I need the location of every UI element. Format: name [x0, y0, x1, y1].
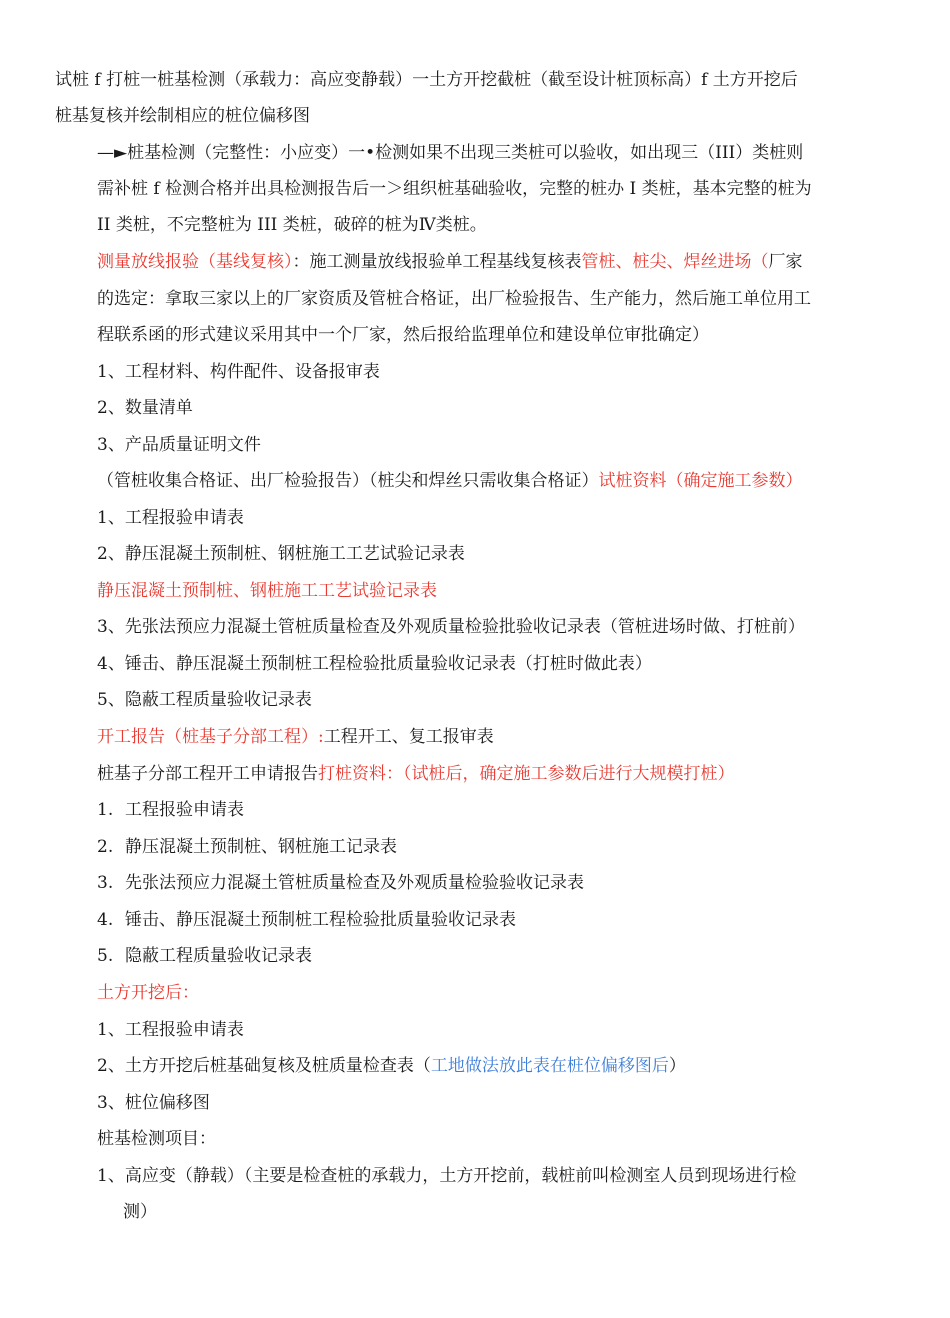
- survey-heading: 测量放线报验（基线复核）: [97, 252, 293, 272]
- list-item: 1、工程报验申请表: [97, 1020, 244, 1040]
- start-report-line: [97, 725, 494, 749]
- list-item: [97, 835, 397, 859]
- certificate-note-text: （管桩收集合格证、出厂检验报告）（桩尖和焊丝只需收集合格证）: [97, 471, 599, 491]
- list-item: [97, 1054, 686, 1078]
- list-item: 5、隐蔽工程质量验收记录表: [97, 690, 312, 710]
- test-pile-heading: 试桩资料（确定施工参数）: [598, 471, 803, 491]
- list-text: 2、土方开挖后桩基础复核及桩质量检查表（: [97, 1056, 431, 1076]
- list-item: [97, 798, 244, 822]
- list-item: [97, 944, 312, 968]
- list-item: 3、产品质量证明文件: [97, 435, 261, 455]
- survey-line-1: [97, 250, 803, 274]
- pile-driving-line: [97, 762, 735, 786]
- list-text: 锤击、静压混凝土预制桩工程检验批质量验收记录表: [125, 910, 516, 930]
- list-item: 1、工程报验申请表: [97, 508, 244, 528]
- list-number: 2.: [97, 837, 114, 857]
- survey-line-2: 的选定：拿取三家以上的厂家资质及管桩合格证，出厂检验报告、生产能力，然后施工单位用工: [97, 289, 811, 309]
- list-item-continuation: 测）: [123, 1202, 157, 1222]
- pile-inspection-line-3: II 类桩，不完整桩为 III 类桩，破碎的桩为Ⅳ类桩。: [97, 215, 487, 235]
- list-item: 2、静压混凝土预制桩、钢桩施工工艺试验记录表: [97, 544, 465, 564]
- start-report-heading: 开工报告（桩基子分部工程）:: [97, 727, 324, 747]
- survey-text: ：施工测量放线报验单工程基线复核表: [292, 252, 582, 272]
- process-flow-line-2: 桩基复核并绘制相应的桩位偏移图: [55, 106, 310, 126]
- list-text: 工程报验申请表: [125, 800, 244, 820]
- inspection-heading: 桩基检测项目：: [97, 1129, 216, 1149]
- list-item: [97, 871, 584, 895]
- process-flow-line-1: 试桩 f 打桩一桩基检测（承载力：高应变静载）一土方开挖截桩（截至设计桩顶标高）f 土方开挖后: [55, 70, 798, 90]
- list-text-end: ）: [668, 1056, 686, 1076]
- list-item: 2、数量清单: [97, 398, 193, 418]
- pile-inspection-line-2: 需补桩 f 检测合格并出具检测报告后一＞组织桩基础验收，完整的桩办 I 类桩，基本完整的桩为: [97, 179, 812, 199]
- certificate-note: [97, 469, 803, 493]
- list-text: 隐蔽工程质量验收记录表: [125, 946, 312, 966]
- survey-line-3: 程联系函的形式建议采用其中一个厂家，然后报给监理单位和建设单位审批确定）: [97, 325, 709, 345]
- list-item: 1、高应变（静载）（主要是检查桩的承载力，土方开挖前，载桩前叫检测室人员到现场进行检: [97, 1166, 797, 1186]
- list-item: 1、工程材料、构件配件、设备报审表: [97, 362, 380, 382]
- pile-driving-text: 桩基子分部工程开工申请报告: [97, 764, 318, 784]
- list-item: 3、桩位偏移图: [97, 1093, 210, 1113]
- material-entry-heading: 管桩、桩尖、焊丝进场（: [581, 252, 769, 272]
- list-text: 静压混凝土预制桩、钢桩施工记录表: [125, 837, 397, 857]
- earthwork-heading: 土方开挖后：: [97, 983, 199, 1003]
- list-item: [97, 908, 516, 932]
- start-report-text: 工程开工、复工报审表: [323, 727, 494, 747]
- site-practice-note: 工地做法放此表在桩位偏移图后: [430, 1056, 669, 1076]
- red-heading-static-pile-record: 静压混凝土预制桩、钢桩施工工艺试验记录表: [97, 581, 437, 601]
- list-item: 3、先张法预应力混凝土管桩质量检查及外观质量检验批验收记录表（管桩进场时做、打桩前）: [97, 617, 805, 637]
- pile-driving-heading: 打桩资料：（试桩后，确定施工参数后进行大规模打桩）: [318, 764, 735, 784]
- list-number: 1.: [97, 800, 114, 820]
- list-text: 先张法预应力混凝土管桩质量检查及外观质量检验验收记录表: [125, 873, 584, 893]
- list-number: 5.: [97, 946, 114, 966]
- pile-inspection-line-1: —►桩基检测（完整性：小应变）一•检测如果不出现三类桩可以验收，如出现三（III）类桩则: [97, 143, 804, 163]
- list-item: 4、锤击、静压混凝土预制桩工程检验批质量验收记录表（打桩时做此表）: [97, 654, 652, 674]
- list-number: 3.: [97, 873, 114, 893]
- list-number: 4.: [97, 910, 114, 930]
- manufacturer-text: 厂家: [768, 252, 803, 272]
